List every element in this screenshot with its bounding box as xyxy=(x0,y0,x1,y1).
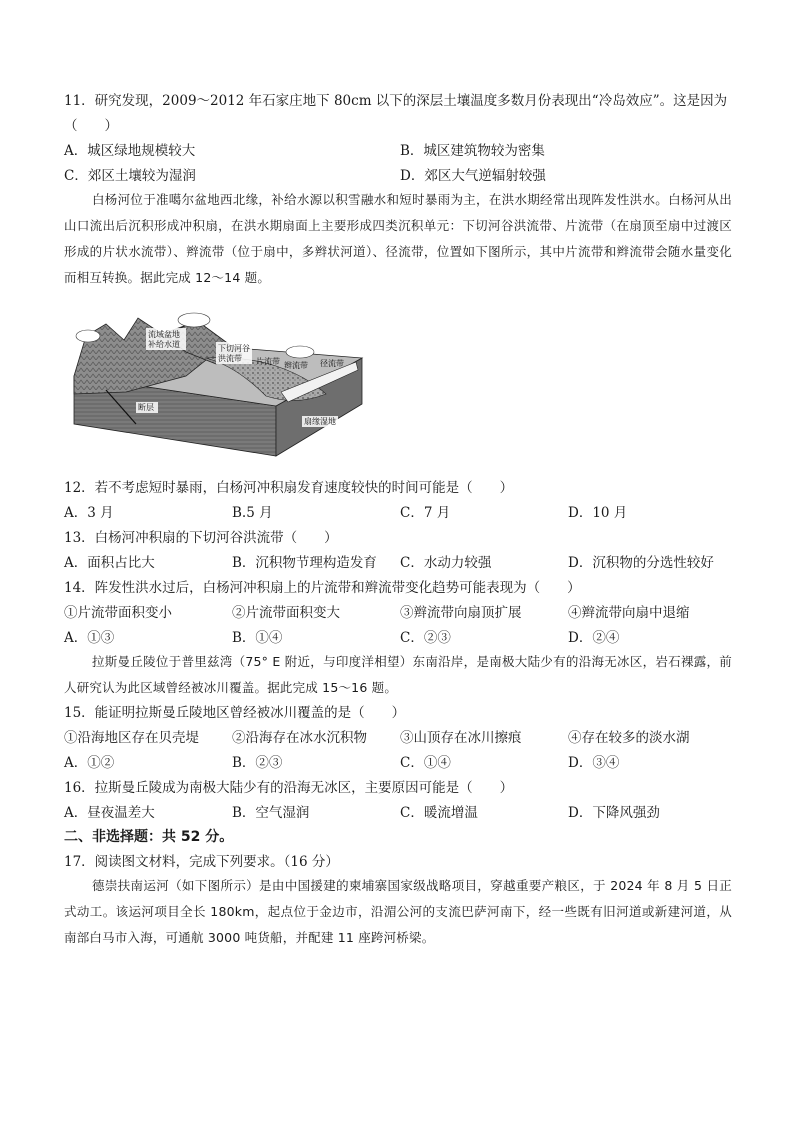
q17-material: 德崇扶南运河（如下图所示）是由中国援建的柬埔寨国家级战略项目，穿越重要产粮区，于 2024 年 8 月 5 日正式动工。该运河项目全长 180km，起点位于金边市，沿湄公河的支流巴萨河南下，经一些既有旧河道或新建河道，从南部白马市入海，可通航 3000 吨货船，并配建 11 座跨河桥梁。 xyxy=(64,878,732,945)
q11-stem-line1: 11．研究发现，2009～2012 年石家庄地下 80cm 以下的深层土壤温度多数月份表现出“冷岛效应”。这是因为 xyxy=(64,93,728,109)
q11-option-c: C．郊区土壤较为湿润 xyxy=(64,168,196,184)
q12-option-b: B.5 月 xyxy=(232,505,273,521)
q14-option-d: D．②④ xyxy=(568,630,620,646)
section-2-title: 二、非选择题：共 52 分。 xyxy=(64,829,234,845)
q15-option-d: D．③④ xyxy=(568,755,620,771)
label-valley: 下切河谷 xyxy=(218,344,250,353)
q12-option-a: A．3 月 xyxy=(64,505,114,521)
q14-statement-1: ①片流带面积变小 xyxy=(64,605,172,621)
q12-stem: 12．若不考虑短时暴雨，白杨河冲积扇发育速度较快的时间可能是（ ） xyxy=(64,480,514,496)
label-basin-channel: 补给水道 xyxy=(148,340,180,349)
q15-statement-1: ①沿海地区存在贝壳堤 xyxy=(64,730,199,746)
q16-option-c: C．暖流增温 xyxy=(400,805,478,821)
q14-option-a: A．①③ xyxy=(64,630,115,646)
q14-statement-3: ③辫流带向扇顶扩展 xyxy=(400,605,522,621)
q11-option-d: D．郊区大气逆辐射较强 xyxy=(400,168,546,184)
label-sheet-flow: 片流带 xyxy=(256,357,280,366)
q13-option-a: A．面积占比大 xyxy=(64,555,155,571)
q16-option-b: B．空气湿润 xyxy=(232,805,310,821)
label-basin: 流域盆地 xyxy=(148,330,180,339)
q12-option-d: D．10 月 xyxy=(568,505,628,521)
q16-stem: 16．拉斯曼丘陵成为南极大陆少有的沿海无冰区，主要原因可能是（ ） xyxy=(64,780,514,796)
material-15-16: 拉斯曼丘陵位于普里兹湾（75° E 附近，与印度洋相望）东南沿岸，是南极大陆少有的沿海无冰区，岩石裸露，前人研究认为此区域曾经被冰川覆盖。据此完成 15～16 题。 xyxy=(64,654,732,695)
q15-option-a: A．①② xyxy=(64,755,115,771)
label-wetland: 扇缘湿地 xyxy=(304,417,336,426)
q14-option-c: C．②③ xyxy=(400,630,451,646)
q13-stem: 13．白杨河冲积扇的下切河谷洪流带（ ） xyxy=(64,530,338,546)
material-12-14: 白杨河位于准噶尔盆地西北缘，补给水源以积雪融水和短时暴雨为主，在洪水期经常出现阵发性洪水。白杨河从出山口流出后沉积形成冲积扇，在洪水期扇面上主要形成四类沉积单元：下切河谷洪流带、片流带（在扇顶至扇中过渡区形成的片状水流带）、辫流带（位于扇中，多辫状河道）、径流带，位置如下图所示，其中片流带和辫流带会随水量变化而相互转换。据此完成 12～14 题。 xyxy=(64,192,732,285)
q15-statement-3: ③山顶存在冰川擦痕 xyxy=(400,730,522,746)
label-runoff: 径流带 xyxy=(320,359,344,368)
q15-option-b: B．②③ xyxy=(232,755,283,771)
label-braided: 辫流带 xyxy=(284,361,308,370)
q15-statement-2: ②沿海存在冰水沉积物 xyxy=(232,730,367,746)
q14-stem: 14．阵发性洪水过后，白杨河冲积扇上的片流带和辫流带变化趋势可能表现为（ ） xyxy=(64,580,581,596)
q16-option-a: A．昼夜温差大 xyxy=(64,805,155,821)
q11-stem-line2: （ ） xyxy=(64,118,118,134)
q13-option-b: B．沉积物节理构造发育 xyxy=(232,555,377,571)
alluvial-fan-diagram xyxy=(66,306,366,458)
q15-stem: 15．能证明拉斯曼丘陵地区曾经被冰川覆盖的是（ ） xyxy=(64,705,406,721)
q14-statement-2: ②片流带面积变大 xyxy=(232,605,340,621)
q17-stem: 17．阅读图文材料，完成下列要求。（16 分） xyxy=(64,854,339,870)
q15-statement-4: ④存在较多的淡水湖 xyxy=(568,730,690,746)
q14-statement-4: ④辫流带向扇中退缩 xyxy=(568,605,690,621)
q16-option-d: D．下降风强劲 xyxy=(568,805,660,821)
q14-option-b: B．①④ xyxy=(232,630,283,646)
q11-option-b: B．城区建筑物较为密集 xyxy=(400,143,545,159)
q11-option-a: A．城区绿地规模较大 xyxy=(64,143,196,159)
label-fault: 断层 xyxy=(138,403,154,412)
q15-option-c: C．①④ xyxy=(400,755,451,771)
label-flood-belt: 洪流带 xyxy=(218,354,242,363)
q13-option-d: D．沉积物的分选性较好 xyxy=(568,555,714,571)
q12-option-c: C．7 月 xyxy=(400,505,451,521)
q13-option-c: C．水动力较强 xyxy=(400,555,492,571)
